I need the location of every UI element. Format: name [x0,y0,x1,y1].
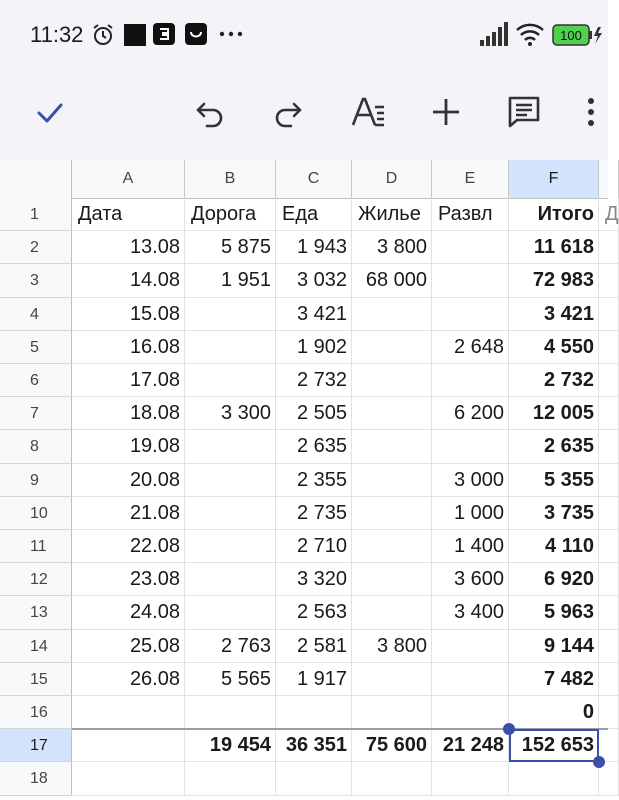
cell-d14[interactable]: 3 800 [352,630,432,663]
more-vert-button[interactable] [574,84,608,140]
signal-icon [480,22,508,51]
cell-a6[interactable]: 17.08 [72,364,185,397]
cell-b5[interactable] [185,331,276,364]
column-header-c[interactable]: C [276,160,352,198]
cell-d16[interactable] [352,696,432,729]
cell-f16[interactable]: 0 [509,696,599,729]
cell-d8[interactable] [352,430,432,463]
cell-f7[interactable]: 12 005 [509,397,599,430]
cell-c2[interactable]: 1 943 [276,231,352,264]
cell-g9[interactable] [599,464,619,497]
cell-d13[interactable] [352,596,432,629]
cell-e13[interactable]: 3 400 [432,596,509,629]
cell-d2[interactable]: 3 800 [352,231,432,264]
totals-separator [72,728,608,730]
cell-c13[interactable]: 2 563 [276,596,352,629]
add-icon [430,96,462,128]
black-square-icon [124,22,146,51]
cell-f15[interactable]: 7 482 [509,663,599,696]
column-header-d[interactable]: D [352,160,432,198]
cell-a1[interactable]: Дата [72,198,185,231]
cell-a14[interactable]: 25.08 [72,630,185,663]
cell-g1[interactable]: Д [599,198,619,231]
cell-c16[interactable] [276,696,352,729]
cell-b2[interactable]: 5 875 [185,231,276,264]
text-format-button[interactable] [340,84,396,140]
cell-d6[interactable] [352,364,432,397]
cell-g3[interactable] [599,264,619,297]
cell-d7[interactable] [352,397,432,430]
column-header-f[interactable]: F [509,160,599,198]
cell-e9[interactable]: 3 000 [432,464,509,497]
cell-a2[interactable]: 13.08 [72,231,185,264]
cell-e15[interactable] [432,663,509,696]
redo-button[interactable] [260,84,316,140]
row-header-7[interactable]: 7 [0,397,72,430]
cell-d5[interactable] [352,331,432,364]
row-header-12[interactable]: 12 [0,563,72,596]
cell-f10[interactable]: 3 735 [509,497,599,530]
cell-g14[interactable] [599,630,619,663]
row-header-16[interactable]: 16 [0,696,72,729]
cell-d17[interactable]: 75 600 [352,729,432,762]
cell-a16[interactable] [72,696,185,729]
cell-e12[interactable]: 3 600 [432,563,509,596]
cell-e3[interactable] [432,264,509,297]
cell-a5[interactable]: 16.08 [72,331,185,364]
redo-icon [272,96,304,128]
row-header-17[interactable]: 17 [0,729,72,762]
cell-e5[interactable]: 2 648 [432,331,509,364]
cell-e18[interactable] [432,762,509,795]
cell-d1[interactable]: Жилье [352,198,432,231]
cell-g10[interactable] [599,497,619,530]
cell-c1[interactable]: Еда [276,198,352,231]
text-format-icon [350,95,386,129]
wifi-icon [515,22,545,51]
undo-icon [194,96,226,128]
cell-d10[interactable] [352,497,432,530]
row-header-6[interactable]: 6 [0,364,72,397]
cell-f2[interactable]: 11 618 [509,231,599,264]
more-icon [218,20,244,51]
cell-f14[interactable]: 9 144 [509,630,599,663]
row-header-10[interactable]: 10 [0,497,72,530]
cell-a18[interactable] [72,762,185,795]
comment-button[interactable] [496,84,552,140]
cell-a17[interactable] [72,729,185,762]
cell-c14[interactable]: 2 581 [276,630,352,663]
cell-c12[interactable]: 3 320 [276,563,352,596]
comment-icon [507,95,541,129]
cell-b16[interactable] [185,696,276,729]
cell-f13[interactable]: 5 963 [509,596,599,629]
cell-c15[interactable]: 1 917 [276,663,352,696]
cell-a12[interactable]: 23.08 [72,563,185,596]
cell-c11[interactable]: 2 710 [276,530,352,563]
cell-g13[interactable] [599,596,619,629]
cell-b8[interactable] [185,430,276,463]
cell-e4[interactable] [432,298,509,331]
select-all-corner[interactable] [0,160,72,198]
cell-b7[interactable]: 3 300 [185,397,276,430]
cell-b1[interactable]: Дорога [185,198,276,231]
alarm-icon [90,22,116,53]
cell-g16[interactable] [599,696,619,729]
cell-e7[interactable]: 6 200 [432,397,509,430]
cell-f9[interactable]: 5 355 [509,464,599,497]
column-header-b[interactable]: B [185,160,276,198]
cell-e10[interactable]: 1 000 [432,497,509,530]
cell-c17[interactable]: 36 351 [276,729,352,762]
cell-g5[interactable] [599,331,619,364]
cell-e2[interactable] [432,231,509,264]
row-header-11[interactable]: 11 [0,530,72,563]
add-button[interactable] [418,84,474,140]
cell-e11[interactable]: 1 400 [432,530,509,563]
cell-f11[interactable]: 4 110 [509,530,599,563]
row-header-5[interactable]: 5 [0,331,72,364]
cell-b9[interactable] [185,464,276,497]
cell-f17[interactable]: 152 653 [509,729,599,762]
undo-button[interactable] [182,84,238,140]
status-time: 11:32 [30,22,84,47]
cell-g11[interactable] [599,530,619,563]
cell-c5[interactable]: 1 902 [276,331,352,364]
cell-a8[interactable]: 19.08 [72,430,185,463]
cell-c10[interactable]: 2 735 [276,497,352,530]
cell-d18[interactable] [352,762,432,795]
cell-g7[interactable] [599,397,619,430]
cell-d12[interactable] [352,563,432,596]
row-header-2[interactable]: 2 [0,231,72,264]
cell-d9[interactable] [352,464,432,497]
row-header-9[interactable]: 9 [0,464,72,497]
cell-f5[interactable]: 4 550 [509,331,599,364]
app-icon [152,22,176,51]
cell-a4[interactable]: 15.08 [72,298,185,331]
cell-d3[interactable]: 68 000 [352,264,432,297]
cell-e6[interactable] [432,364,509,397]
cell-b13[interactable] [185,596,276,629]
cell-b14[interactable]: 2 763 [185,630,276,663]
row-header-13[interactable]: 13 [0,596,72,629]
battery-icon [552,24,604,51]
cell-b11[interactable] [185,530,276,563]
cell-b12[interactable] [185,563,276,596]
cell-g8[interactable] [599,430,619,463]
cell-b10[interactable] [185,497,276,530]
toolbar [0,70,608,160]
cell-f18[interactable] [509,762,599,795]
cell-c18[interactable] [276,762,352,795]
cell-f3[interactable]: 72 983 [509,264,599,297]
cell-e14[interactable] [432,630,509,663]
column-header-g[interactable] [599,160,619,198]
spreadsheet-grid[interactable] [0,160,619,800]
cell-d15[interactable] [352,663,432,696]
cell-a10[interactable]: 21.08 [72,497,185,530]
cell-c9[interactable]: 2 355 [276,464,352,497]
cell-g4[interactable] [599,298,619,331]
cell-b17[interactable]: 19 454 [185,729,276,762]
row-header-8[interactable]: 8 [0,430,72,463]
cell-d11[interactable] [352,530,432,563]
cell-c3[interactable]: 3 032 [276,264,352,297]
cell-f8[interactable]: 2 635 [509,430,599,463]
row-header-3[interactable]: 3 [0,264,72,297]
cell-g12[interactable] [599,563,619,596]
cell-e1[interactable]: Развл [432,198,509,231]
cell-g18[interactable] [599,762,619,795]
cell-e16[interactable] [432,696,509,729]
column-header-a[interactable]: A [72,160,185,198]
cell-d4[interactable] [352,298,432,331]
row-header-15[interactable]: 15 [0,663,72,696]
cell-g15[interactable] [599,663,619,696]
more-vert-icon [584,95,598,129]
cell-c4[interactable]: 3 421 [276,298,352,331]
cell-f1[interactable]: Итого [509,198,599,231]
status-bar [0,0,608,70]
column-header-e[interactable]: E [432,160,509,198]
cell-b6[interactable] [185,364,276,397]
cell-e17[interactable]: 21 248 [432,729,509,762]
row-header-1[interactable]: 1 [0,198,72,231]
cell-a13[interactable]: 24.08 [72,596,185,629]
cell-e8[interactable] [432,430,509,463]
cell-b3[interactable]: 1 951 [185,264,276,297]
row-header-4[interactable]: 4 [0,298,72,331]
cell-g2[interactable] [599,231,619,264]
battery-level: 100 [560,28,582,43]
cell-c7[interactable]: 2 505 [276,397,352,430]
cell-b4[interactable] [185,298,276,331]
cell-a9[interactable]: 20.08 [72,464,185,497]
cell-a15[interactable]: 26.08 [72,663,185,696]
cell-g6[interactable] [599,364,619,397]
cell-c8[interactable]: 2 635 [276,430,352,463]
cell-a11[interactable]: 22.08 [72,530,185,563]
cell-c6[interactable]: 2 732 [276,364,352,397]
cell-b18[interactable] [185,762,276,795]
check-icon [33,95,67,129]
cell-a7[interactable]: 18.08 [72,397,185,430]
row-header-14[interactable]: 14 [0,630,72,663]
cell-f6[interactable]: 2 732 [509,364,599,397]
cell-b15[interactable]: 5 565 [185,663,276,696]
app-icon-2 [184,22,208,51]
check-button[interactable] [22,84,78,140]
cell-f12[interactable]: 6 920 [509,563,599,596]
cell-f4[interactable]: 3 421 [509,298,599,331]
row-header-18[interactable]: 18 [0,762,72,795]
cell-a3[interactable]: 14.08 [72,264,185,297]
